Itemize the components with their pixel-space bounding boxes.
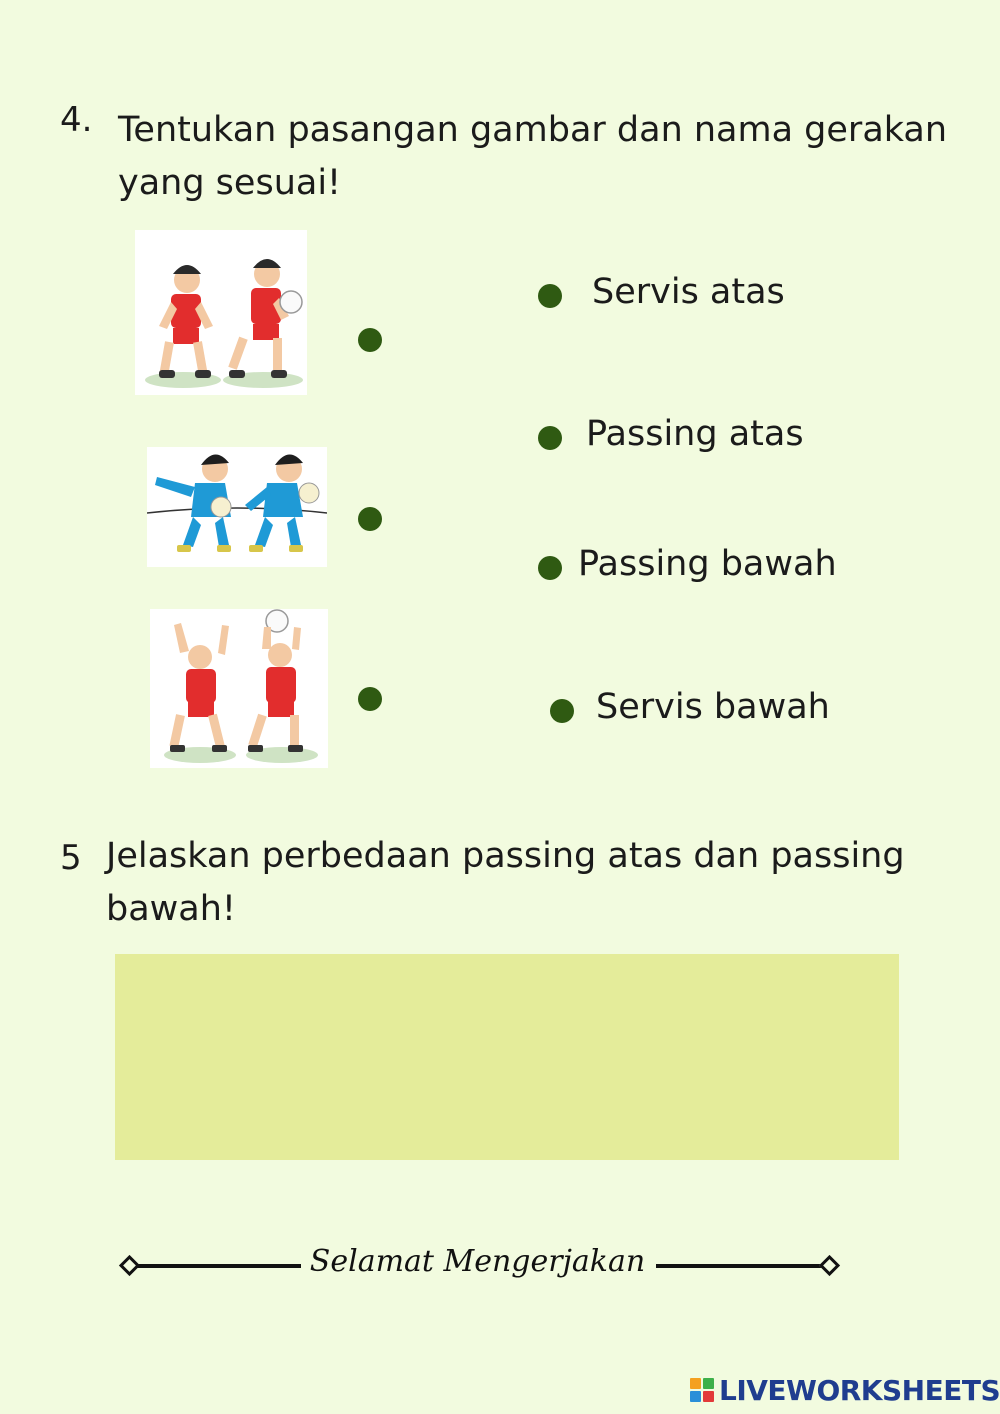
option-label-passing-bawah: Passing bawah: [578, 544, 837, 584]
match-dot-option-4[interactable]: [550, 699, 574, 723]
liveworksheets-logo-icon: [690, 1378, 714, 1402]
match-dot-picture-3[interactable]: [358, 687, 382, 711]
question-5-line-1: Jelaskan perbedaan passing atas dan passing: [106, 836, 905, 876]
question-4-text: [118, 104, 947, 210]
question-5-text: [106, 830, 905, 936]
option-label-servis-atas: Servis atas: [592, 272, 785, 312]
players-blue-illustration: [147, 447, 327, 567]
question-4-line-2: yang sesuai!: [118, 163, 342, 203]
question-4-number: 4.: [60, 100, 93, 140]
match-dot-option-1[interactable]: [538, 284, 562, 308]
answer-textarea[interactable]: [115, 954, 899, 1160]
players-red-illustration: [135, 230, 307, 395]
question-4-line-1: Tentukan pasangan gambar dan nama gerakan: [118, 110, 948, 150]
picture-passing-bawah: [135, 230, 307, 395]
match-dot-picture-1[interactable]: [358, 328, 382, 352]
match-dot-option-3[interactable]: [538, 556, 562, 580]
liveworksheets-logo: [690, 1370, 1000, 1410]
match-dot-option-2[interactable]: [538, 426, 562, 450]
left-divider-line: [136, 1264, 301, 1268]
question-5-line-2: bawah!: [106, 889, 236, 929]
closing-message: Selamat Mengerjakan: [309, 1244, 646, 1279]
liveworksheets-logo-text: LIVEWORKSHEETS: [719, 1373, 1000, 1407]
picture-servis-bawah: [147, 447, 327, 567]
right-divider-line: [656, 1264, 822, 1268]
right-diamond-ornament: [819, 1255, 840, 1276]
option-label-passing-atas: Passing atas: [586, 414, 804, 454]
match-dot-picture-2[interactable]: [358, 507, 382, 531]
option-label-servis-bawah: Servis bawah: [596, 687, 830, 727]
players-overhead-illustration: [150, 609, 328, 768]
question-5-number: 5: [60, 838, 82, 878]
picture-passing-atas: [150, 609, 328, 768]
